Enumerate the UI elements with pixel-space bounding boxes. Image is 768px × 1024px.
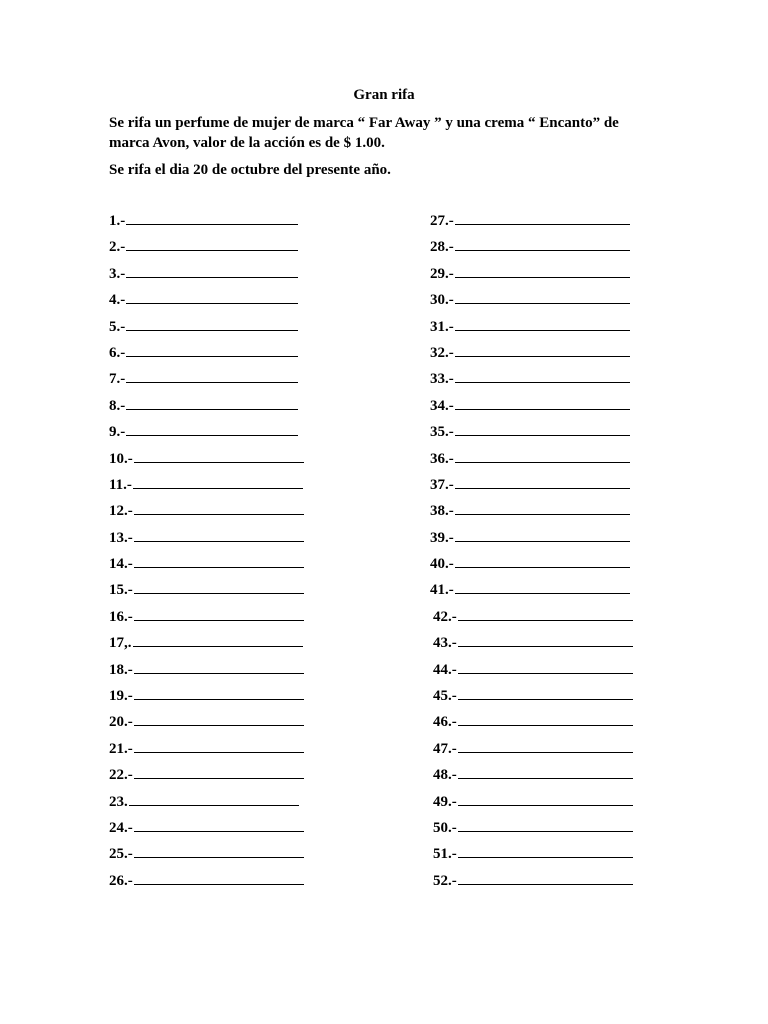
entry-blank-line[interactable] [134,686,304,700]
entry-row [430,316,633,342]
entry-row [109,395,304,421]
entry-number: 2.- [109,239,126,256]
entry-blank-line[interactable] [134,739,304,753]
entry-number: 10.- [109,450,133,467]
entry-blank-line[interactable] [455,449,630,463]
entry-blank-line[interactable] [134,818,304,832]
entry-number: 5.- [109,318,126,335]
entry-number: 37.- [430,476,454,493]
entry-number: 28.- [430,239,454,256]
entry-row [109,342,304,368]
entry-row [430,263,633,289]
entry-row [430,368,633,394]
entry-blank-line[interactable] [133,475,303,489]
entry-row [430,791,633,817]
entry-blank-line[interactable] [455,528,630,542]
entry-number: 24.- [109,819,133,836]
entry-row [109,579,304,605]
entry-number: 49.- [433,793,457,810]
entry-row [109,817,304,843]
entry-blank-line[interactable] [126,343,298,357]
entry-number: 30.- [430,292,454,309]
entry-blank-line[interactable] [458,871,633,885]
entry-blank-line[interactable] [133,633,303,647]
entry-number: 6.- [109,344,126,361]
entry-number: 29.- [430,265,454,282]
entry-row [109,738,304,764]
entry-number: 7.- [109,371,126,388]
entry-row [430,342,633,368]
entry-row [430,421,633,447]
entry-number: 38.- [430,503,454,520]
entry-row [430,210,633,236]
entry-number: 17,. [109,635,132,652]
entry-blank-line[interactable] [455,475,630,489]
entry-number: 45.- [433,688,457,705]
entry-blank-line[interactable] [134,871,304,885]
entry-number: 12.- [109,503,133,520]
entry-blank-line[interactable] [455,317,630,331]
entry-blank-line[interactable] [134,528,304,542]
entry-number: 20.- [109,714,133,731]
entry-row [109,870,304,896]
entry-number: 25.- [109,846,133,863]
entry-blank-line[interactable] [458,844,633,858]
entry-number: 51.- [433,846,457,863]
entry-row [109,606,304,632]
entry-row [430,579,633,605]
entry-blank-line[interactable] [458,765,633,779]
entry-blank-line[interactable] [455,501,630,515]
entry-number: 43.- [433,635,457,652]
entry-number: 33.- [430,371,454,388]
entry-row [109,474,304,500]
entry-number: 32.- [430,344,454,361]
entry-row [430,870,633,896]
entry-number: 16.- [109,608,133,625]
entry-row [109,421,304,447]
entry-number: 35.- [430,424,454,441]
entry-row [109,659,304,685]
entry-number: 44.- [433,661,457,678]
entry-blank-line[interactable] [455,343,630,357]
entry-blank-line[interactable] [458,712,633,726]
entry-row [430,817,633,843]
entry-number: 23. [109,793,128,810]
entry-row [109,316,304,342]
entry-row [109,263,304,289]
entry-blank-line[interactable] [126,422,298,436]
entry-number: 31.- [430,318,454,335]
entry-blank-line[interactable] [134,449,304,463]
entry-number: 42.- [433,608,457,625]
entry-number: 18.- [109,661,133,678]
entry-row [109,553,304,579]
entry-blank-line[interactable] [134,844,304,858]
entry-blank-line[interactable] [455,211,630,225]
entry-blank-line[interactable] [455,369,630,383]
entry-row [430,527,633,553]
entry-number: 46.- [433,714,457,731]
entry-row [430,553,633,579]
entry-blank-line[interactable] [134,580,304,594]
entry-number: 47.- [433,740,457,757]
entry-row [430,711,633,737]
entry-row [430,843,633,869]
entry-row [430,659,633,685]
entry-blank-line[interactable] [126,396,298,410]
entry-row [430,764,633,790]
entry-number: 40.- [430,556,454,573]
entry-number: 15.- [109,582,133,599]
entry-blank-line[interactable] [134,501,304,515]
entry-number: 39.- [430,529,454,546]
entry-list-right [430,210,633,896]
entry-blank-line[interactable] [458,792,633,806]
entry-row [109,500,304,526]
entry-row [109,791,304,817]
entry-number: 48.- [433,767,457,784]
entry-number: 19.- [109,688,133,705]
entry-row [109,236,304,262]
entry-row [430,395,633,421]
entry-number: 27.- [430,213,454,229]
entry-number: 26.- [109,872,133,889]
entry-blank-line[interactable] [455,422,630,436]
entry-row [109,210,304,236]
entry-number: 8.- [109,397,126,414]
entry-blank-line[interactable] [458,818,633,832]
entry-number: 22.- [109,767,133,784]
entry-list-left [109,210,304,896]
entry-blank-line[interactable] [455,290,630,304]
entry-blank-line[interactable] [455,580,630,594]
entry-blank-line[interactable] [134,660,304,674]
entry-row [109,289,304,315]
entry-blank-line[interactable] [126,317,298,331]
entry-row [109,843,304,869]
entry-blank-line[interactable] [458,739,633,753]
entry-blank-line[interactable] [455,237,630,251]
entry-blank-line[interactable] [126,264,298,278]
entry-blank-line[interactable] [458,607,633,621]
entry-number: 14.- [109,556,133,573]
entry-blank-line[interactable] [126,237,298,251]
entry-row [109,685,304,711]
entry-blank-line[interactable] [455,396,630,410]
entry-row [109,448,304,474]
entry-row [430,685,633,711]
entry-row [430,474,633,500]
entry-row [109,632,304,658]
entry-row [109,527,304,553]
page-title: Gran rifa [353,87,415,103]
entry-row [109,711,304,737]
entry-number: 41.- [430,582,454,599]
entry-number: 9.- [109,424,126,441]
entry-row [109,368,304,394]
entry-number: 52.- [433,872,457,889]
entry-blank-line[interactable] [458,686,633,700]
raffle-description: Se rifa un perfume de mujer de marca “ Far Away ” y una crema “ Encanto” de marca Avon, valor de la acción es de $ 1.00. [109,115,619,151]
entry-blank-line[interactable] [458,660,633,674]
entry-blank-line[interactable] [134,712,304,726]
entry-number: 3.- [109,265,126,282]
raffle-date: Se rifa el dia 20 de octubre del presente año. [109,162,391,178]
entry-blank-line[interactable] [134,607,304,621]
entry-row [430,236,633,262]
entry-blank-line[interactable] [458,633,633,647]
entry-blank-line[interactable] [134,765,304,779]
entry-blank-line[interactable] [455,554,630,568]
entry-blank-line[interactable] [126,290,298,304]
entry-number: 11.- [109,476,132,493]
entry-blank-line[interactable] [129,792,299,806]
entry-row [430,606,633,632]
entry-number: 1.- [109,213,126,229]
entry-row [430,289,633,315]
entry-number: 50.- [433,819,457,836]
entry-number: 34.- [430,397,454,414]
entry-blank-line[interactable] [126,369,298,383]
entry-number: 4.- [109,292,126,309]
entry-row [430,632,633,658]
entry-blank-line[interactable] [126,211,298,225]
entry-number: 21.- [109,740,133,757]
entry-number: 13.- [109,529,133,546]
entry-row [109,764,304,790]
entry-number: 36.- [430,450,454,467]
entry-blank-line[interactable] [134,554,304,568]
entry-row [430,738,633,764]
entry-row [430,448,633,474]
entry-blank-line[interactable] [455,264,630,278]
entry-row [430,500,633,526]
